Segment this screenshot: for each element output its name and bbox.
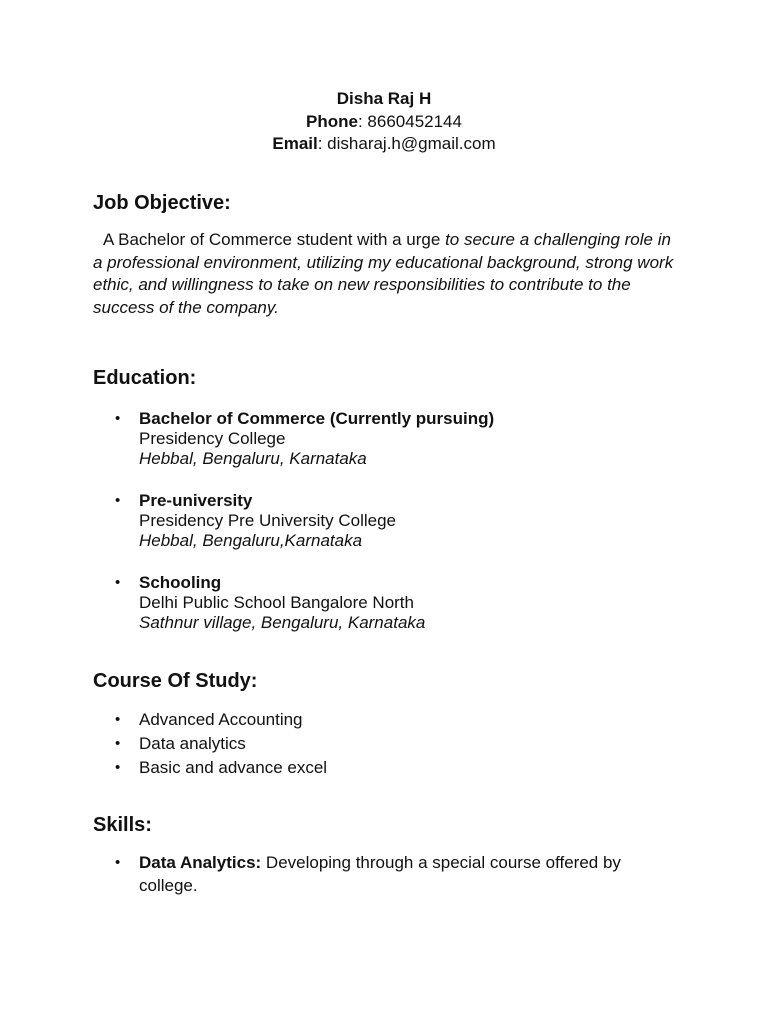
course-label: Advanced Accounting — [139, 710, 303, 729]
course-item — [93, 708, 693, 732]
course-item — [93, 732, 693, 756]
bullet-icon: • — [115, 492, 121, 509]
education-location: Hebbal, Bengaluru,Karnataka — [139, 531, 363, 550]
course-of-study-heading: Course Of Study: — [93, 670, 258, 692]
education-location: Sathnur village, Bengaluru, Karnataka — [139, 613, 426, 632]
education-degree: Schooling — [139, 573, 222, 592]
bullet-icon: • — [115, 759, 121, 776]
phone-value: : 8660452144 — [357, 111, 462, 131]
objective-italic: to secure a challenging role in a professional environment, utilizing my educational background, strong work ethic, and willingness to take on new responsibilities to contribute to the success of the company. — [93, 230, 674, 317]
resume-header — [0, 88, 768, 156]
email-label: Email — [272, 134, 318, 153]
course-label: Basic and advance excel — [139, 758, 328, 777]
education-list — [93, 409, 693, 633]
skill-item — [93, 852, 653, 897]
email-value: : disharaj.h@gmail.com — [317, 134, 496, 153]
course-label: Data analytics — [139, 734, 246, 753]
skills-heading: Skills: — [93, 814, 152, 836]
education-location: Hebbal, Bengaluru, Karnataka — [139, 449, 367, 468]
education-item — [93, 491, 693, 551]
email-line — [0, 133, 768, 156]
objective-lead: A Bachelor of Commerce student with a urge — [103, 230, 446, 249]
bullet-icon: • — [115, 735, 121, 752]
bullet-icon: • — [115, 410, 121, 427]
job-objective-heading: Job Objective: — [93, 192, 231, 214]
education-institution: Presidency College — [139, 429, 286, 448]
skill-name: Data Analytics: — [139, 853, 262, 872]
phone-label: Phone — [306, 111, 358, 131]
course-list — [93, 708, 693, 780]
skill-description: Developing through a special course offered by college. — [139, 853, 621, 895]
bullet-icon: • — [115, 711, 121, 728]
course-item — [93, 756, 693, 780]
job-objective-text — [93, 229, 683, 319]
education-degree: Pre-university — [139, 491, 253, 510]
phone-line — [0, 111, 768, 134]
education-heading: Education: — [93, 367, 197, 389]
bullet-icon: • — [115, 854, 121, 871]
candidate-name: Disha Raj H — [336, 89, 432, 108]
bullet-icon: • — [115, 574, 121, 591]
education-institution: Presidency Pre University College — [139, 511, 396, 530]
education-item — [93, 409, 693, 469]
education-institution: Delhi Public School Bangalore North — [139, 593, 414, 612]
education-item — [93, 573, 693, 633]
education-degree: Bachelor of Commerce (Currently pursuing) — [139, 409, 495, 428]
skills-list — [93, 852, 653, 897]
